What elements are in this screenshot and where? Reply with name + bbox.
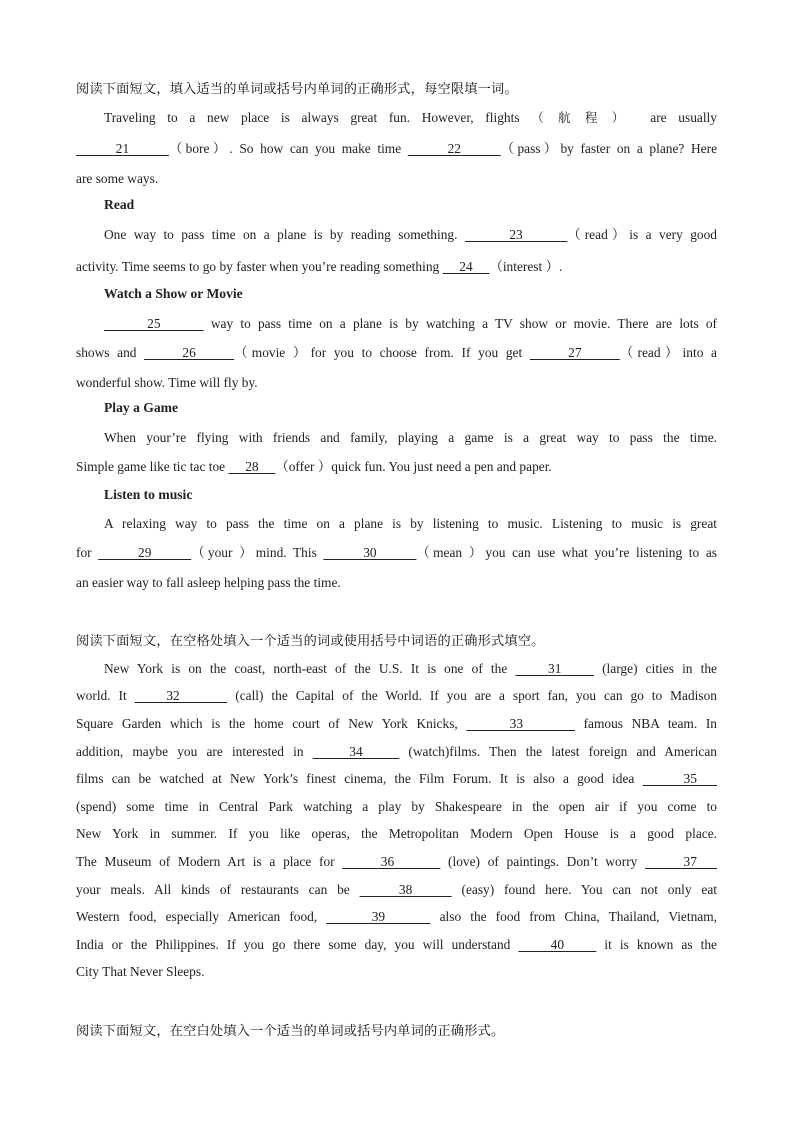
blank-34[interactable]: 34 <box>312 744 400 759</box>
passage-1-line-9 <box>76 343 717 363</box>
text: （bore）. So how can you make time <box>168 141 408 156</box>
passage-1-line-17: an easier way to fall asleep helping pass the time. <box>76 575 341 590</box>
text: (large) cities in the <box>593 661 717 676</box>
passage-1-line-2 <box>76 139 717 159</box>
blank-37[interactable]: 37 <box>645 854 718 869</box>
text: (call) the Capital of the World. If you are a sport fan, you can go to Madison <box>227 688 717 703</box>
section-3-instruction: 阅读下面短文，在空白处填入一个适当的单词或括号内单词的正确形式。 <box>76 1024 505 1039</box>
blank-40[interactable]: 40 <box>518 937 597 952</box>
text: shows and <box>76 345 145 360</box>
text: One way to pass time on a plane is by reading something. <box>104 227 465 242</box>
blank-36[interactable]: 36 <box>342 854 441 869</box>
passage-2-line-11 <box>76 935 717 955</box>
text: Square Garden which is the home court of New York Knicks, <box>76 716 467 731</box>
text: your meals. All kinds of restaurants can be <box>76 882 360 897</box>
passage-2-line-10 <box>76 907 717 927</box>
blank-21[interactable]: 21 <box>76 141 169 156</box>
section-2-instruction: 阅读下面短文，在空格处填入一个适当的词或使用括号中词语的正确形式填空。 <box>76 634 545 649</box>
passage-2-line-1 <box>104 659 717 679</box>
text: （read）is a very good <box>567 227 717 242</box>
blank-25[interactable]: 25 <box>104 316 204 331</box>
blank-30[interactable]: 30 <box>323 545 417 560</box>
chinese-hint: （航程） <box>531 110 639 125</box>
text: films can be watched at New York’s finest cinema, the Film Forum. It is also a good idea <box>76 771 643 786</box>
blank-31[interactable]: 31 <box>515 661 594 676</box>
passage-1-line-12: When your’re flying with friends and family, playing a game is a great way to pass the time. <box>104 430 717 445</box>
text: (easy) found here. You can not only eat <box>451 882 718 897</box>
passage-1-line-10: wonderful show. Time will fly by. <box>76 375 258 390</box>
text: （movie ）for you to choose from. If you get <box>234 345 530 360</box>
text: The Museum of Modern Art is a place for <box>76 854 343 869</box>
blank-22[interactable]: 22 <box>407 141 501 156</box>
passage-1-line-5 <box>104 225 717 245</box>
text: （mean ）you can use what you’re listening to as <box>416 545 718 560</box>
text: also the food from China, Thailand, Vietnam, <box>430 909 717 924</box>
text: Simple game like tic tac toe <box>76 459 229 474</box>
text: （pass）by faster on a plane? Here <box>500 141 718 156</box>
section-1-instruction: 阅读下面短文，填入适当的单词或括号内单词的正确形式，每空限填一词。 <box>76 82 518 97</box>
passage-2-line-8 <box>76 852 717 872</box>
passage-2-line-5 <box>76 769 717 789</box>
text: addition, maybe you are interested in <box>76 744 313 759</box>
heading-play-game: Play a Game <box>104 400 178 415</box>
text: (watch)films. Then the latest foreign and American <box>399 744 717 759</box>
text: Traveling to a new place is always great fun. However, flights <box>104 110 532 125</box>
blank-23[interactable]: 23 <box>464 227 568 242</box>
text: India or the Philippines. If you go there some day, you will understand <box>76 937 519 952</box>
blank-29[interactable]: 29 <box>98 545 192 560</box>
passage-2-line-3 <box>76 714 717 734</box>
text: Western food, especially American food, <box>76 909 327 924</box>
text: are usually <box>638 110 717 125</box>
text: way to pass time on a plane is by watching a TV show or movie. There are lots of <box>203 316 718 331</box>
blank-33[interactable]: 33 <box>466 716 575 731</box>
blank-32[interactable]: 32 <box>134 688 228 703</box>
text: （offer ）quick fun. You just need a pen and paper. <box>275 459 552 474</box>
passage-1-line-13 <box>76 457 717 477</box>
text: (love) of paintings. Don’t worry <box>440 854 646 869</box>
text: for <box>76 545 99 560</box>
passage-2-line-4 <box>76 742 717 762</box>
blank-35[interactable]: 35 <box>642 771 717 786</box>
blank-27[interactable]: 27 <box>529 345 620 360</box>
text: world. It <box>76 688 135 703</box>
text: （read）into a <box>619 345 717 360</box>
text: （your ）mind. This <box>191 545 324 560</box>
blank-38[interactable]: 38 <box>359 882 452 897</box>
blank-39[interactable]: 39 <box>326 909 431 924</box>
text: it is known as the <box>596 937 717 952</box>
passage-2-line-12: City That Never Sleeps. <box>76 964 205 979</box>
passage-2-line-2 <box>76 686 717 706</box>
passage-1-line-15: A relaxing way to pass the time on a plane is by listening to music. Listening to music is great <box>104 516 717 531</box>
heading-listen-music: Listen to music <box>104 487 193 502</box>
heading-read: Read <box>104 197 135 212</box>
passage-1-line-1 <box>104 108 717 128</box>
passage-1-line-8 <box>104 314 717 334</box>
passage-1-line-3: are some ways. <box>76 171 159 186</box>
text: （interest ）. <box>489 259 563 274</box>
passage-2-line-7: New York in summer. If you like operas, the Metropolitan Modern Open House is a good place. <box>76 826 717 841</box>
passage-2-line-9 <box>76 880 717 900</box>
text: activity. Time seems to go by faster when you’re reading something <box>76 259 443 274</box>
blank-28[interactable]: 28 <box>228 459 276 474</box>
blank-26[interactable]: 26 <box>144 345 235 360</box>
passage-1-line-16 <box>76 543 717 563</box>
text: New York is on the coast, north-east of the U.S. It is one of the <box>104 661 516 676</box>
passage-2-line-6: (spend) some time in Central Park watching a play by Shakespeare in the open air if you come to <box>76 799 717 814</box>
blank-24[interactable]: 24 <box>442 259 490 274</box>
text: famous NBA team. In <box>574 716 717 731</box>
heading-watch-show: Watch a Show or Movie <box>104 286 243 301</box>
passage-1-line-6 <box>76 257 717 277</box>
